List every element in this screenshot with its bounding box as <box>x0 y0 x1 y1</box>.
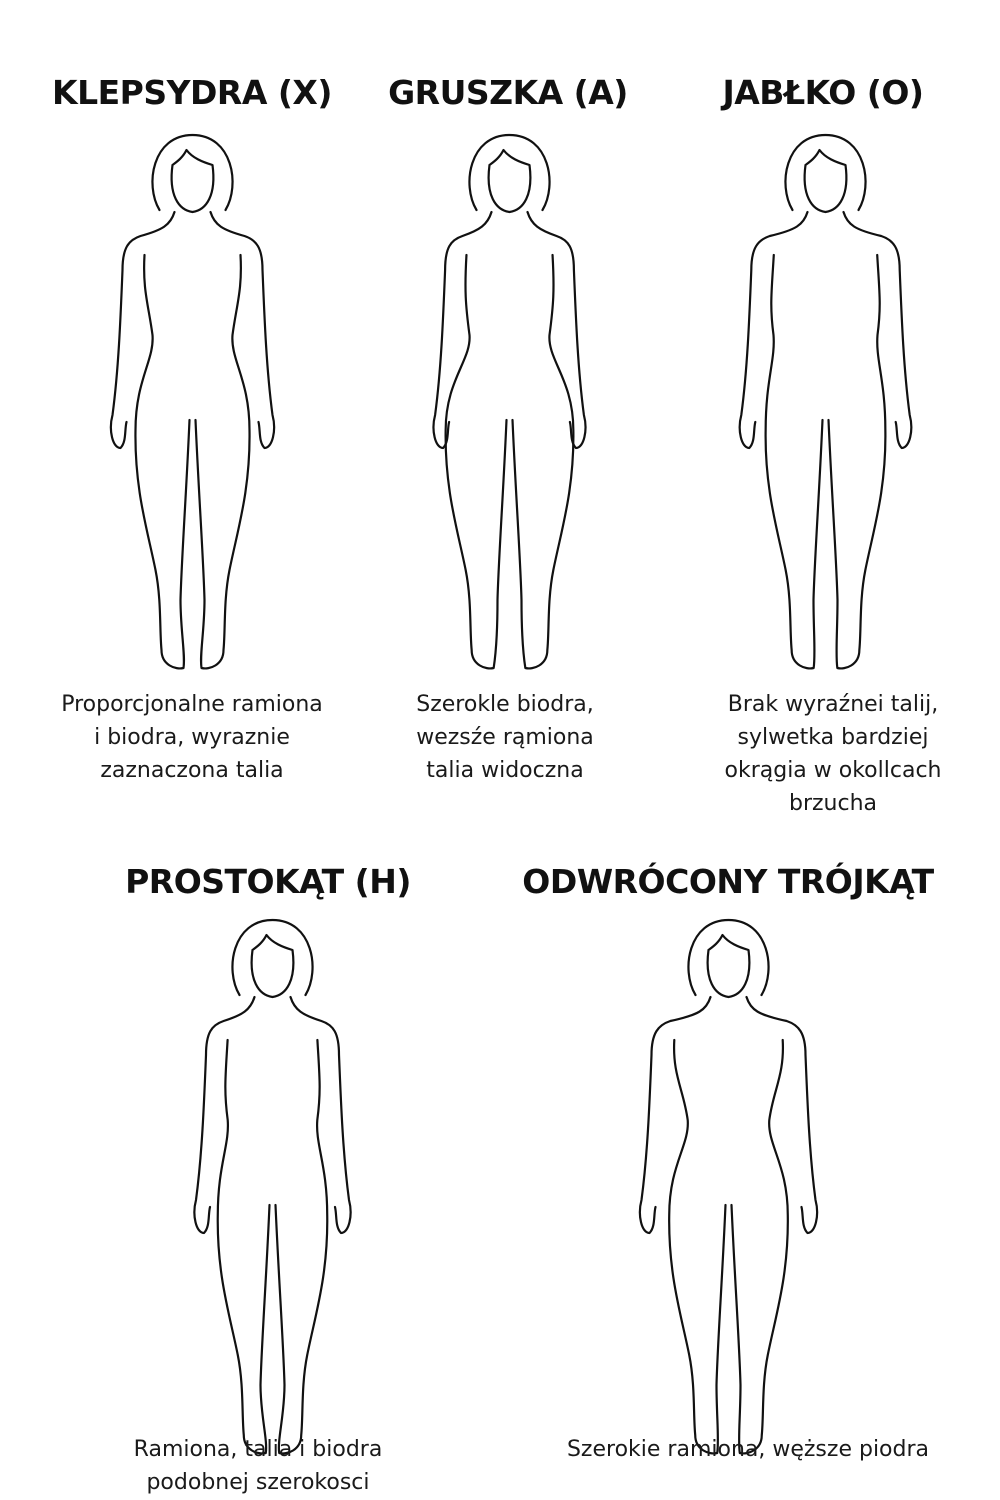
figure-right-arm-outline <box>747 997 818 1233</box>
figure-right-torso-outline <box>829 255 886 668</box>
rectangle-figure-icon <box>185 915 360 1465</box>
description-line: sylwetka bardziej <box>737 725 929 750</box>
description-line: okrągia w okollcach <box>724 758 942 783</box>
figure-left-torso-outline <box>669 1040 725 1453</box>
pear-figure-icon <box>422 130 597 680</box>
shape-title-hourglass: KLEPSYDRA (X) <box>52 73 332 112</box>
shape-title-rectangle: PROSTOKĄT (H) <box>125 862 411 901</box>
figure-right-torso-outline <box>276 1040 328 1453</box>
figure-left-arm-outline <box>194 997 254 1233</box>
figure-right-arm-outline <box>291 997 351 1233</box>
description-line: Szerokle biodra, <box>416 692 594 717</box>
figure-head-outline <box>232 920 312 997</box>
figure-left-arm-outline <box>434 212 492 448</box>
shape-description-hourglass <box>42 688 342 787</box>
figure-right-torso-outline <box>513 255 574 668</box>
figure-right-arm-outline <box>528 212 586 448</box>
shape-description-inverted-triangle <box>538 1433 958 1466</box>
description-line: podobnej szerokosci <box>146 1470 370 1495</box>
figure-left-torso-outline <box>135 255 189 668</box>
figure-right-arm-outline <box>211 212 275 448</box>
shape-description-apple <box>693 688 973 820</box>
figure-left-arm-outline <box>111 212 175 448</box>
inverted-triangle-figure-icon <box>633 915 823 1465</box>
figure-head-outline <box>152 135 232 212</box>
description-line: brzucha <box>788 791 878 816</box>
description-line: Ramiona, talia i biodra <box>133 1437 383 1462</box>
shape-description-rectangle <box>108 1433 408 1499</box>
figure-left-arm-outline <box>640 997 711 1233</box>
apple-figure-icon <box>730 130 920 680</box>
figure-right-torso-outline <box>196 255 250 668</box>
description-line: wezsźe rąmiona <box>416 725 594 750</box>
description-line: i biodra, wyraznie <box>94 725 290 750</box>
description-line: Szerokie ramiona, węższe piodra <box>566 1437 930 1462</box>
description-line: zaznaczona talia <box>100 758 284 783</box>
hourglass-figure-icon <box>105 130 280 680</box>
figure-left-torso-outline <box>766 255 823 668</box>
figure-head-outline <box>785 135 865 212</box>
description-line: Proporcjonalne ramiona <box>61 692 323 717</box>
figure-right-torso-outline <box>732 1040 788 1453</box>
shape-description-pear <box>380 688 630 787</box>
figure-head-outline <box>469 135 549 212</box>
description-line: talia widoczna <box>426 758 584 783</box>
figure-head-outline <box>688 920 768 997</box>
description-line: Brak wyraźnei talij, <box>727 692 939 717</box>
shape-title-apple: JABŁKO (O) <box>722 73 924 112</box>
shape-title-pear: GRUSZKA (A) <box>388 73 628 112</box>
figure-left-torso-outline <box>218 1040 270 1453</box>
figure-left-torso-outline <box>446 255 507 668</box>
shape-title-inverted-triangle: ODWRÓCONY TRÓJKĄT <box>522 862 934 901</box>
